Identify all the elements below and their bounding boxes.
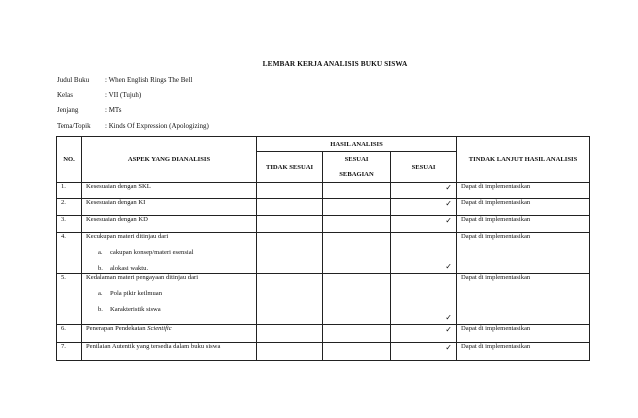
row-tindak-lanjut: Dapat di implementasikan <box>457 324 590 342</box>
row-number: 6. <box>57 324 82 342</box>
book-info <box>57 72 209 133</box>
cell-tidak-sesuai <box>257 324 323 342</box>
sub-item-text: alokasi waktu. <box>110 264 149 272</box>
cell-sesuai-sebagian <box>323 342 391 360</box>
table-row <box>57 232 590 273</box>
row-tindak-lanjut: Dapat di implementasikan <box>457 342 590 360</box>
cell-sesuai-sebagian <box>323 324 391 342</box>
row-number: 5. <box>57 273 82 324</box>
row-number: 1. <box>57 183 82 199</box>
header-hasil-analisis: HASIL ANALISIS <box>257 137 457 152</box>
header-sesuai-sebagian: SESUAI SEBAGIAN <box>323 152 391 183</box>
cell-sesuai-sebagian <box>323 198 391 215</box>
meta-label: Judul Buku <box>57 75 90 84</box>
meta-row-judul <box>57 72 209 87</box>
row-aspek: Penilaian Autentik yang tersedia dalam buku siswa <box>82 342 257 360</box>
row-tindak-lanjut: Dapat di implementasikan <box>457 232 590 273</box>
row-aspek-cell <box>82 324 257 342</box>
cell-tidak-sesuai <box>257 273 323 324</box>
cell-tidak-sesuai <box>257 183 323 199</box>
cell-sesuai-sebagian <box>323 183 391 199</box>
header-sesuai: SESUAI <box>391 152 457 183</box>
row-tindak-lanjut: Dapat di implementasikan <box>457 273 590 324</box>
row-number: 3. <box>57 215 82 232</box>
sub-item <box>86 306 252 313</box>
row-number: 2. <box>57 198 82 215</box>
table-row <box>57 342 590 360</box>
sub-item-letter: a. <box>98 289 103 297</box>
meta-label: Tema/Topik <box>57 121 91 130</box>
cell-tidak-sesuai <box>257 232 323 273</box>
row-number: 7. <box>57 342 82 360</box>
sub-item-letter: a. <box>98 248 103 256</box>
header-no: NO. <box>57 137 82 183</box>
table-row <box>57 324 590 342</box>
row-aspek: Kecukupan materi ditinjau dari <box>86 232 169 240</box>
meta-value: : Kinds Of Expression (Apologizing) <box>105 121 209 130</box>
check-icon: ✓ <box>391 342 457 360</box>
row-aspek-cell <box>82 273 257 324</box>
cell-tidak-sesuai <box>257 198 323 215</box>
check-icon: ✓ <box>391 324 457 342</box>
cell-tidak-sesuai <box>257 215 323 232</box>
sub-item-text: Karakteristik siswa <box>110 305 161 313</box>
row-aspek: Kesesuaian dengan KI <box>82 198 257 215</box>
document-title: LEMBAR KERJA ANALISIS BUKU SISWA <box>262 59 408 68</box>
row-tindak-lanjut: Dapat di implementasikan <box>457 198 590 215</box>
check-icon: ✓ <box>391 183 457 199</box>
table-row <box>57 273 590 324</box>
sub-item <box>86 265 252 272</box>
sub-item <box>86 249 252 256</box>
header-tidak-sesuai: TIDAK SESUAI <box>257 152 323 183</box>
table-row <box>57 215 590 232</box>
meta-row-tema <box>57 118 209 133</box>
row-aspek: Kesesuaian dengan SKL <box>82 183 257 199</box>
table-row <box>57 198 590 215</box>
sub-item <box>86 290 252 297</box>
check-icon: ✓ <box>391 232 457 273</box>
meta-label: Kelas <box>57 90 73 99</box>
row-tindak-lanjut: Dapat di implementasikan <box>457 215 590 232</box>
meta-row-jenjang <box>57 103 209 118</box>
row-aspek: Kedalaman materi pengayaan ditinjau dari <box>86 273 199 281</box>
check-icon: ✓ <box>391 215 457 232</box>
meta-value: : MTs <box>105 106 122 115</box>
row-aspek: Kesesuaian dengan KD <box>82 215 257 232</box>
sub-item-text: cakupan konsep/materi esensial <box>110 248 194 256</box>
row-aspek: Penerapan Pendekatan <box>86 324 148 332</box>
row-aspek-italic: Scientific <box>147 324 172 332</box>
analysis-table <box>56 136 590 361</box>
header-tindak-lanjut: TINDAK LANJUT HASIL ANALISIS <box>457 137 590 183</box>
cell-sesuai-sebagian <box>323 232 391 273</box>
meta-row-kelas <box>57 87 209 102</box>
sub-item-letter: b. <box>98 264 103 272</box>
table-header-row <box>57 137 590 152</box>
cell-sesuai-sebagian <box>323 215 391 232</box>
row-number: 4. <box>57 232 82 273</box>
cell-sesuai-sebagian <box>323 273 391 324</box>
row-aspek-cell <box>82 232 257 273</box>
sub-item-letter: b. <box>98 305 103 313</box>
meta-value: : VII (Tujuh) <box>105 90 142 99</box>
check-icon: ✓ <box>391 273 457 324</box>
meta-label: Jenjang <box>57 106 79 115</box>
cell-tidak-sesuai <box>257 342 323 360</box>
check-icon: ✓ <box>391 198 457 215</box>
row-tindak-lanjut: Dapat di implementasikan <box>457 183 590 199</box>
sub-item-text: Pola pikir keilmuan <box>110 289 163 297</box>
meta-value: : When English Rings The Bell <box>105 75 193 84</box>
header-aspek: ASPEK YANG DIANALISIS <box>82 137 257 183</box>
table-row <box>57 183 590 199</box>
